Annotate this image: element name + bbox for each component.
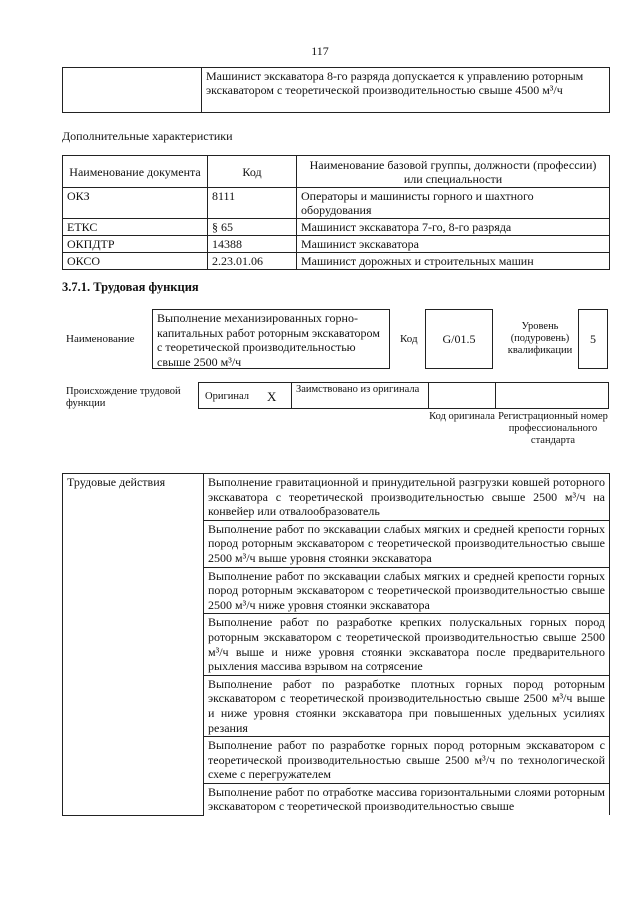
header-doc: Наименование документа — [63, 156, 208, 188]
action-item: Выполнение работ по разработке горных пород роторным экскаватором с теоретической производительностью свыше 2500 м³/ч по технологической схеме с перегружателем — [204, 737, 610, 784]
code-cell: § 65 — [208, 219, 297, 236]
doc-cell: ОКСО — [63, 253, 208, 270]
doc-cell: ОКЗ — [63, 188, 208, 219]
section-title: 3.7.1. Трудовая функция — [62, 280, 199, 294]
original-mark: X — [267, 389, 277, 404]
characteristics-table — [62, 155, 610, 270]
table-row — [63, 219, 610, 236]
labor-actions-table — [62, 473, 610, 816]
action-item: Выполнение работ по экскавации слабых мягких и средней крепости горных пород роторным экскаватором с теоретической производительностью свыше 2500 м³/ч выше уровня стоянки экскаватора — [204, 520, 610, 567]
empty-cell — [63, 68, 202, 113]
origin-code-caption: Код оригинала — [429, 411, 495, 422]
action-item: Выполнение гравитационной и принудительной разгрузки ковшей роторного экскаватора с теоретической производительностью свыше 2500 м³/ч на конвейер или отвалообразователь — [204, 474, 610, 521]
origin-reg-caption: Регистрационный номер профессионального стандарта — [498, 411, 608, 446]
actions-label: Трудовые действия — [63, 474, 204, 816]
page-number: 117 — [311, 44, 329, 58]
code-cell: 14388 — [208, 236, 297, 253]
table-row — [63, 253, 610, 270]
code-label: Код — [400, 333, 418, 345]
function-name: Выполнение механизированных горно-капитальных работ роторным экскаватором с теоретической производительностью свыше 2500 м³/ч — [152, 309, 390, 369]
table-row — [63, 474, 610, 521]
doc-cell: ЕТКС — [63, 219, 208, 236]
origin-label: Происхождение трудовой функции — [66, 386, 181, 409]
header-code: Код — [208, 156, 297, 188]
borrowed-label: Заимствовано из оригинала — [296, 384, 420, 395]
qualification-note-table — [62, 67, 610, 113]
doc-cell: ОКПДТР — [63, 236, 208, 253]
action-item: Выполнение работ по отработке массива горизонтальными слоями роторным экскаватором с теоретической производительностью свыше — [204, 783, 610, 815]
table-row — [63, 188, 610, 219]
origin-reg-box — [495, 382, 609, 409]
name-label: Наименование — [66, 333, 135, 345]
code-cell: 2.23.01.06 — [208, 253, 297, 270]
function-code: G/01.5 — [425, 309, 493, 369]
level-label: Уровень (подуровень) квалификации — [507, 321, 573, 356]
group-cell: Машинист экскаватора 7-го, 8-го разряда — [297, 219, 610, 236]
qualification-level: 5 — [578, 309, 608, 369]
action-item: Выполнение работ по разработке крепких полускальных горных пород роторным экскаватором с теоретической производительностью свыше 2500 м³/ч выше и ниже уровня стоянки экскаватора после предварительного рыхления массива взрывом на сотрясение — [204, 614, 610, 675]
group-cell: Машинист экскаватора — [297, 236, 610, 253]
action-item: Выполнение работ по экскавации слабых мягких и средней крепости горных пород роторным экскаватором с теоретической производительностью свыше 2500 м³/ч ниже уровня стоянки экскаватора — [204, 567, 610, 614]
qualification-note: Машинист экскаватора 8-го разряда допускается к управлению роторным экскаватором с теоретической производительностью свыше 4500 м³/ч — [202, 68, 610, 113]
action-item: Выполнение работ по разработке плотных горных пород роторным экскаватором с теоретической производительностью свыше 2500 м³/ч выше и ниже уровня стоянки экскаватора при повышенных удельных усилиях резания — [204, 675, 610, 736]
origin-code-box — [428, 382, 496, 409]
extra-characteristics-title: Дополнительные характеристики — [62, 129, 233, 143]
header-group: Наименование базовой группы, должности (профессии) или специальности — [297, 156, 610, 188]
code-cell: 8111 — [208, 188, 297, 219]
group-cell: Операторы и машинисты горного и шахтного оборудования — [297, 188, 610, 219]
table-row — [63, 236, 610, 253]
original-label: Оригинал — [205, 391, 249, 402]
group-cell: Машинист дорожных и строительных машин — [297, 253, 610, 270]
